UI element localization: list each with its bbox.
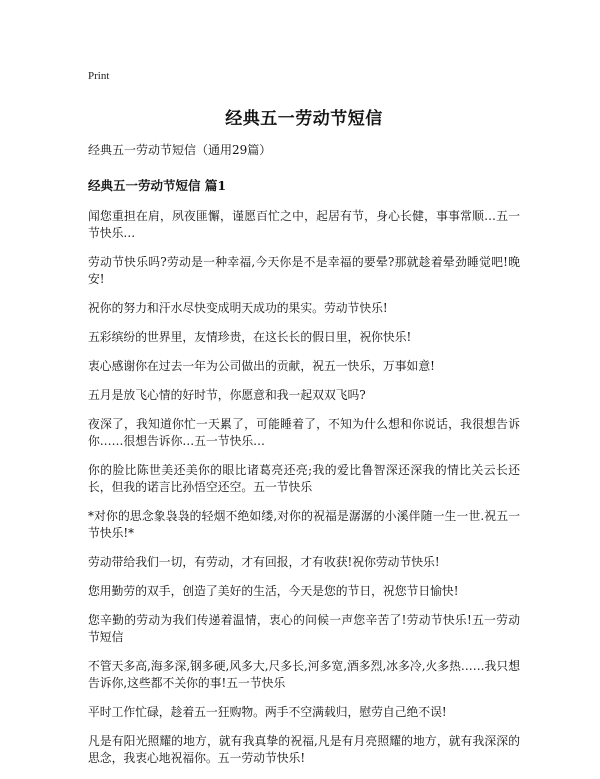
- message-paragraph: *对你的思念象袅袅的轻烟不绝如缕,对你的祝福是潺潺的小溪伴随一生一世.祝五一节快乐!*: [88, 509, 520, 540]
- message-paragraph: 不管天多高,海多深,钢多硬,风多大,尺多长,河多宽,酒多烈,冰多冷,火多热……我只想告诉你,这些都不关你的事!五一节快乐: [88, 659, 520, 690]
- message-paragraph: 平时工作忙碌，趁着五一狂购物。两手不空满载归，慰劳自己绝不误!: [88, 705, 447, 719]
- message-paragraph: 你的脸比陈世美还美你的眼比诸葛亮还亮;我的爱比鲁智深还深我的情比关云长还长，但我的诺言比孙悟空还空。五一节快乐: [88, 463, 520, 494]
- print-link[interactable]: Print: [88, 70, 110, 82]
- message-paragraph: 凡是有阳光照耀的地方，就有我真挚的祝福,凡是有月亮照耀的地方，就有我深深的思念，我衷心地祝福你。五一劳动节快乐!: [88, 734, 520, 765]
- message-paragraph: 闻您重担在肩，夙夜匪懈，谨愿百忙之中，起居有节，身心长健，事事常顺…五一节快乐…: [88, 209, 520, 240]
- document-subtitle: 经典五一劳动节短信（通用29篇）: [88, 143, 272, 157]
- message-paragraph: 夜深了，我知道你忙一天累了，可能睡着了，不知为什么想和你说话，我很想告诉你……很想告诉你…五一节快乐…: [88, 417, 520, 448]
- message-paragraph: 五月是放飞心情的好时节，你愿意和我一起双双飞吗?: [88, 388, 366, 402]
- document-title: 经典五一劳动节短信: [225, 109, 383, 129]
- message-paragraph: 五彩缤纷的世界里，友情珍贵，在这长长的假日里，祝你快乐!: [88, 330, 412, 344]
- message-paragraph: 您辛勤的劳动为我们传递着温情，衷心的问候一声您辛苦了!劳动节快乐!五一劳动节短信: [88, 613, 520, 644]
- section-heading: 经典五一劳动节短信 篇1: [88, 178, 227, 193]
- message-paragraph: 祝你的努力和汗水尽快变成明天成功的果实。劳动节快乐!: [88, 301, 388, 315]
- message-paragraph: 您用勤劳的双手，创造了美好的生活，今天是您的节日，祝您节日愉快!: [88, 584, 459, 598]
- message-paragraph: 劳动带给我们一切，有劳动，才有回报，才有收获!祝你劳动节快乐!: [88, 555, 440, 569]
- message-paragraph: 衷心感谢你在过去一年为公司做出的贡献，祝五一快乐，万事如意!: [88, 359, 435, 373]
- document-page: [88, 70, 520, 779]
- message-paragraph: 劳动节快乐吗?劳动是一种幸福,今天你是不是幸福的要晕?那就趁着晕劲睡觉吧!晚安!: [88, 255, 520, 286]
- content-body: [88, 208, 520, 767]
